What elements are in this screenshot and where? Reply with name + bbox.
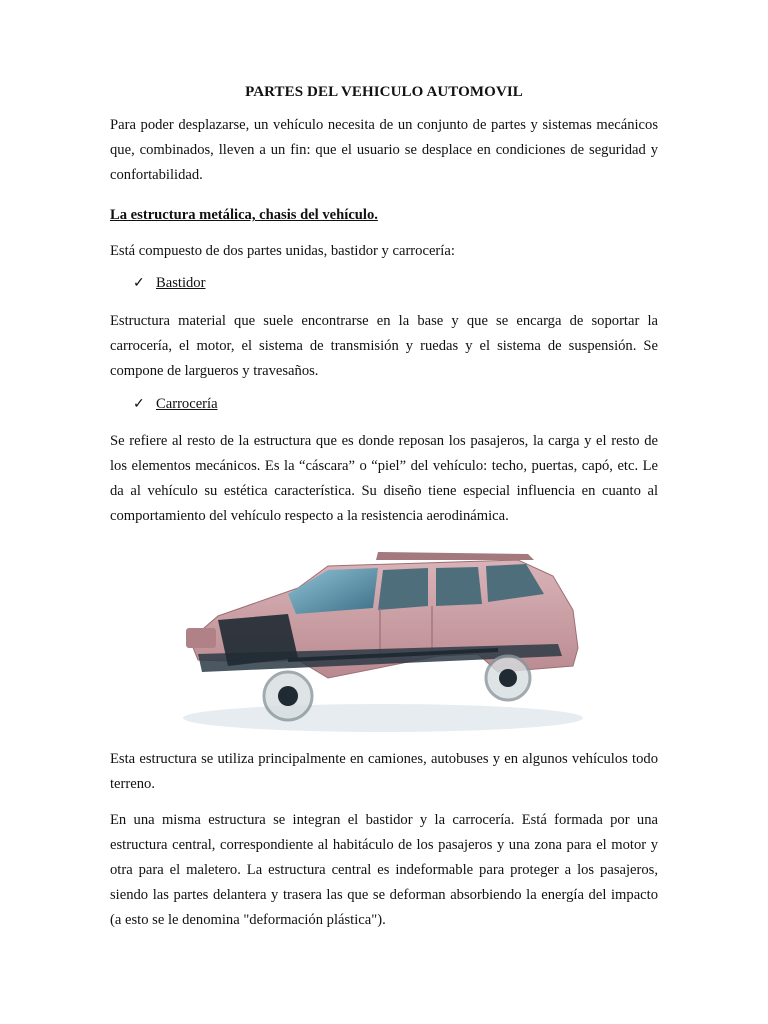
rear-door-window <box>436 567 482 606</box>
bullet-bastidor <box>133 275 205 292</box>
bullet-label: Carrocería <box>156 396 218 412</box>
front-window <box>378 568 428 610</box>
check-icon: ✓ <box>133 276 145 291</box>
rear-hub <box>499 669 517 687</box>
bastidor-paragraph: Estructura material que suele encontrarse en la base y que se encarga de soportar la carrocería, el motor, el sistema de transmisión y ruedas y el sistema de suspensión. Se compone de largueros y travesaños. <box>110 313 658 379</box>
ground-shadow <box>183 704 583 732</box>
check-icon: ✓ <box>133 397 145 412</box>
section-intro-paragraph: Está compuesto de dos partes unidas, bastidor y carrocería: <box>110 243 455 259</box>
intro-paragraph: Para poder desplazarse, un vehículo necesita de un conjunto de partes y sistemas mecánicos que, combinados, lleven a un fin: que el usuario se desplace en condiciones de seguridad y confortabilidad. <box>110 117 658 183</box>
suv-chassis-illustration <box>178 548 586 738</box>
after-figure-paragraph: Esta estructura se utiliza principalmente en camiones, autobuses y en algunos vehículos todo terreno. <box>110 751 658 792</box>
page-title: PARTES DEL VEHICULO AUTOMOVIL <box>245 84 523 100</box>
roof-rack <box>376 552 534 560</box>
bullet-label: Bastidor <box>156 275 206 291</box>
grille <box>186 628 216 648</box>
front-hub <box>278 686 298 706</box>
engine-block <box>218 614 298 666</box>
section-heading: La estructura metálica, chasis del vehículo. <box>110 207 378 223</box>
bullet-carroceria <box>133 396 218 413</box>
windshield <box>288 568 378 614</box>
carroceria-paragraph: Se refiere al resto de la estructura que es donde reposan los pasajeros, la carga y el resto de los elementos mecánicos. Es la “cáscara” o “piel” del vehículo: techo, puertas, capó, etc. Le da al vehículo su estética característica. Su diseño tiene especial influencia en cuanto al comportamiento del vehículo respecto a la resistencia aerodinámica. <box>110 433 658 524</box>
final-paragraph: En una misma estructura se integran el bastidor y la carrocería. Está formada por una estructura central, correspondiente al habitáculo de los pasajeros y una zona para el motor y otra para el maletero. La estructura central es indeformable para proteger a los pasajeros, siendo las partes delantera y trasera las que se deforman absorbiendo la energía del impacto (a esto se le denomina "deformación plástica"). <box>110 812 658 928</box>
